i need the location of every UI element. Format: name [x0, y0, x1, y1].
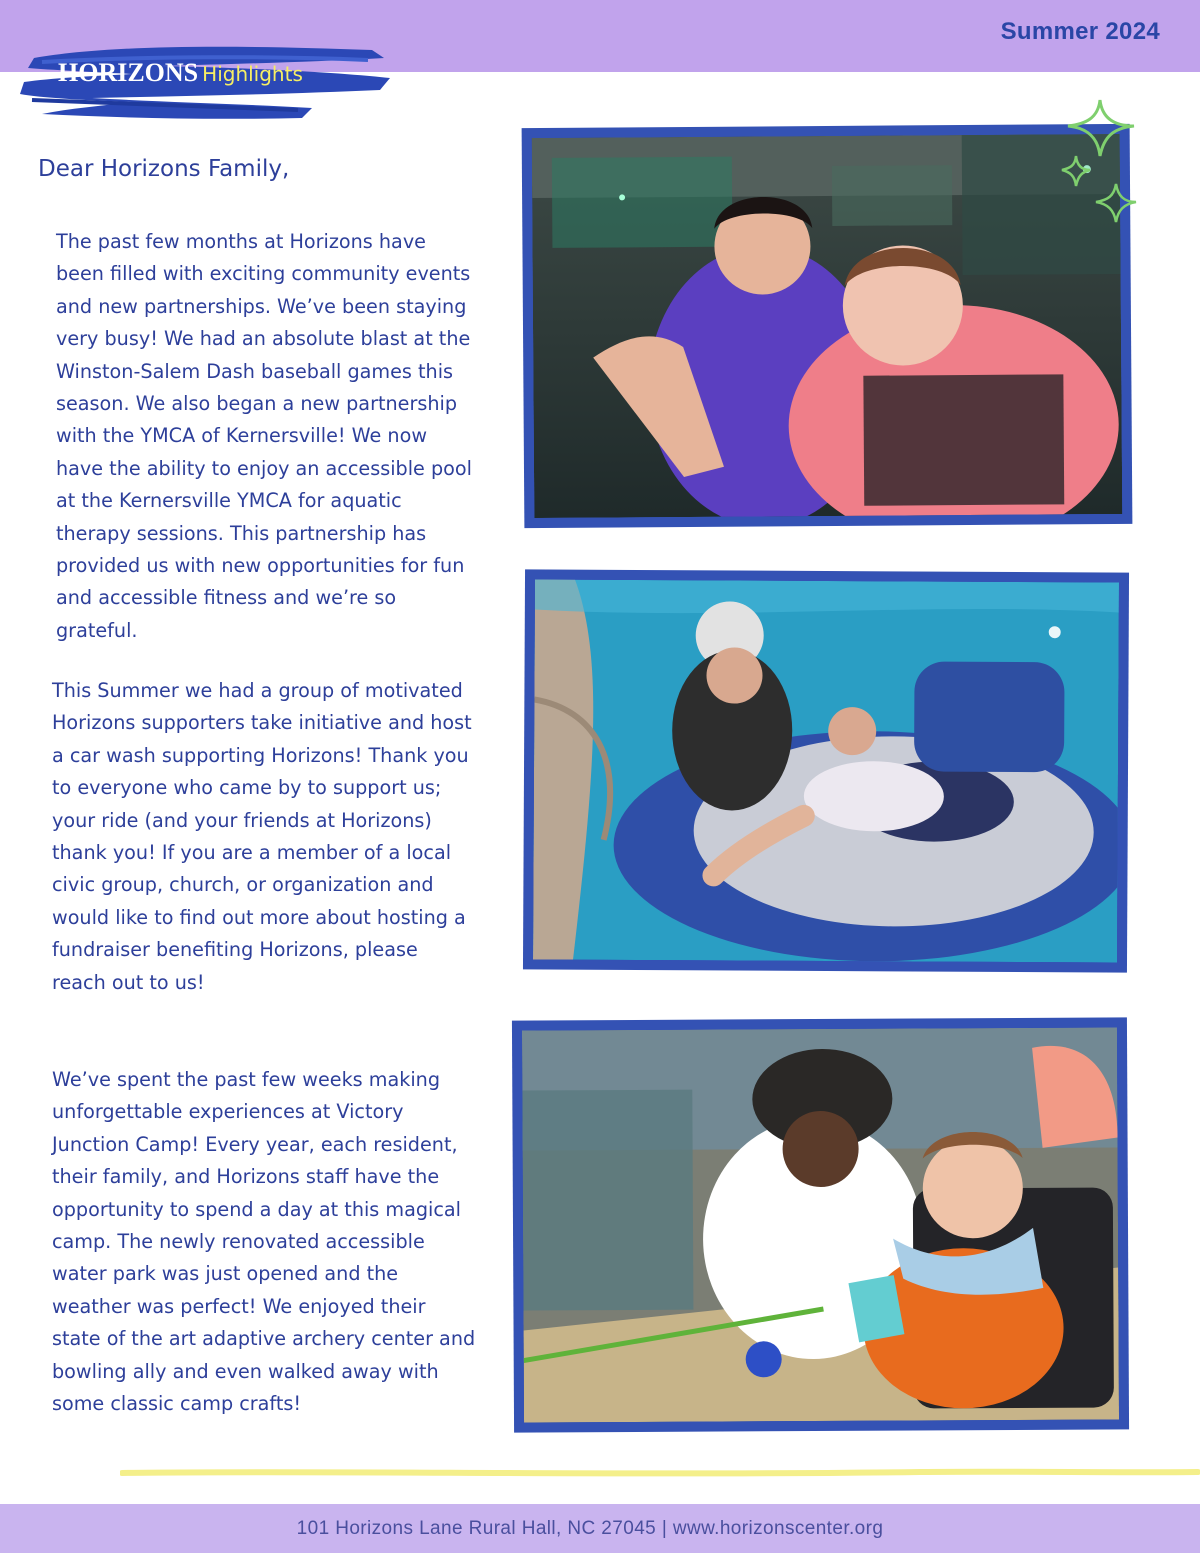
photo-pool-tube — [523, 569, 1129, 972]
paragraph-car-wash: This Summer we had a group of motivated Horizons supporters take initiative and host a car wash supporting Horizons! Thank you to everyone who came by to support us; your ride (and your friends at Horizons) thank you! If you are a member of a local civic group, church, or organization and would like to find out more about hosting a fundraiser benefiting Horizons, please reach out to us! — [52, 679, 472, 994]
sparkle-icon — [1058, 96, 1148, 226]
photo-baseball-game — [522, 124, 1133, 528]
paragraph-victory-junction: We’ve spent the past few weeks making unforgettable experiences at Victory Junction Camp! Every year, each resident, their family, and Horizons staff have the opportunity to spend a day at this magical camp. The newly renovated accessible water park was just opened and the weather was perfect! We enjoyed their state of the art adaptive archery center and bowling ally and even walked away with some classic camp crafts! — [52, 1068, 476, 1416]
letter-greeting: Dear Horizons Family, — [38, 156, 290, 182]
footer-address: 101 Horizons Lane Rural Hall, NC 27045 | www.horizonscenter.org — [296, 1518, 884, 1539]
paragraph-partnerships: The past few months at Horizons have been filled with exciting community events and new partnerships. We’ve been staying very busy! We had an absolute blast at the Winston-Salem Dash baseball games this season. We also began a new partnership with the YMCA of Kernersville! We now have the ability to enjoy an accessible pool at the Kernersville YMCA for aquatic therapy sessions. This partnership has provided us with new opportunities for fun and accessible fitness and we’re so grateful. — [56, 230, 472, 642]
baseball-game-photo-illustration — [532, 134, 1123, 518]
issue-date: Summer 2024 — [1000, 18, 1160, 45]
archery-camp-photo-illustration — [522, 1027, 1119, 1422]
photo-archery-camp — [512, 1017, 1129, 1432]
yellow-divider — [120, 1468, 1200, 1478]
logo-wordmark: HORIZONS — [58, 58, 199, 87]
pool-tube-photo-illustration — [533, 579, 1119, 962]
horizons-highlights-logo — [12, 38, 392, 130]
logo-subtitle: Highlights — [202, 62, 303, 86]
